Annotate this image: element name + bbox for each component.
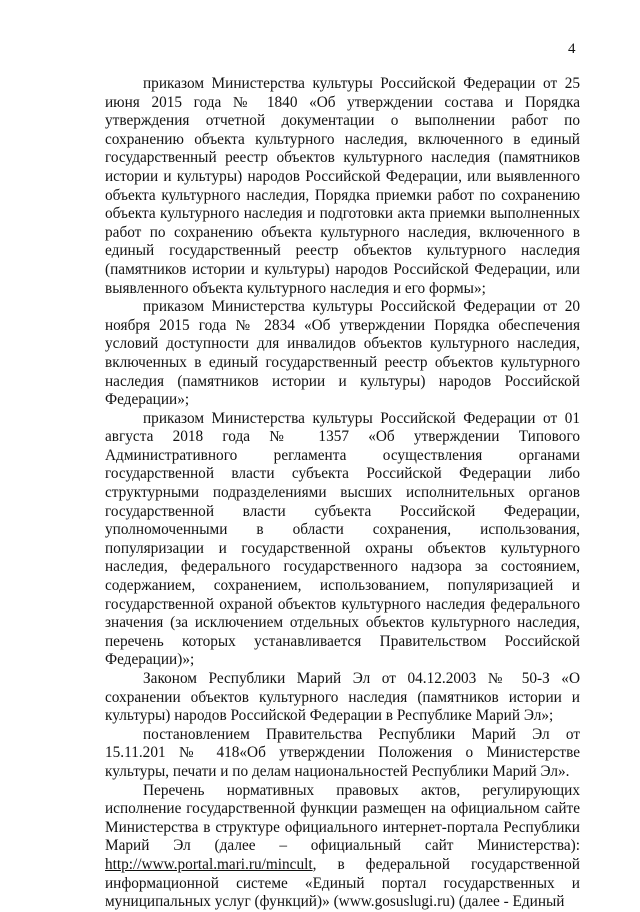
paragraph-resolution-418: постановлением Правительства Республики Марий Эл от 15.11.201 № 418«Об утверждении Положения о Министерстве культуры, печати и по делам национальностей Республики Марий Эл».	[105, 725, 580, 780]
paragraph-order-1840: приказом Министерства культуры Российской Федерации от 25 июня 2015 года № 1840 «Об утверждении состава и Порядка утверждения отчетной документации о выполнении работ по сохранению объекта культурного наследия, включенного в единый государственный реестр объектов культурного наследия (памятников истории и культуры) народов Российской Федерации, или выявленного объекта культурного наследия, Порядка приемки работ по сохранению объекта культурного наследия и подготовки акта приемки выполненных работ по сохранению объекта культурного наследия, включенного в единый государственный реестр объектов культурного наследия (памятников истории и культуры) народов Российской Федерации, или выявленного объекта культурного наследия и его формы»;	[105, 75, 580, 297]
paragraph-order-1357: приказом Министерства культуры Российской Федерации от 01 августа 2018 года № 1357 «Об утверждении Типового Административного регламента осуществления органами государственной власти субъекта Российской Федерации либо структурными подразделениями высших исполнительных органов государственной власти субъекта Российской Федерации, уполномоченными в области сохранения, использования, популяризации и государственной охраны объектов культурного наследия, федерального государственного надзора за состоянием, содержанием, сохранением, использованием, популяризацией и государственной охраной объектов культурного наследия федерального значения (за исключением отдельных объектов культурного наследия, перечень которых устанавливается Правительством Российской Федерации)»;	[105, 409, 580, 669]
ministry-site-link[interactable]: http://www.portal.mari.ru/mincult	[105, 855, 313, 873]
document-body	[105, 75, 580, 912]
acts-list-text-end: , в федеральной государственной информационной системе «Единый портал государственных и муниципальных услуг (функций)» (www.gosuslugi.ru) (далее - Единый	[105, 855, 580, 911]
paragraph-order-2834: приказом Министерства культуры Российской Федерации от 20 ноября 2015 года № 2834 «Об утверждении Порядка обеспечения условий доступности для инвалидов объектов культурного наследия, включенных в единый государственный реестр объектов культурного наследия (памятников истории и культуры) народов Российской Федерации»;	[105, 298, 580, 409]
paragraph-law-50-z: Законом Республики Марий Эл от 04.12.2003 № 50-З «О сохранении объектов культурного наследия (памятников истории и культуры) народов Российской Федерации в Республике Марий Эл»;	[105, 670, 580, 725]
page-number: 4	[568, 41, 576, 57]
paragraph-acts-list	[105, 782, 580, 912]
acts-list-text-start: Перечень нормативных правовых актов, регулирующих исполнение государственной функции размещен на официальном сайте Министерства в структуре официального интернет-портала Республики Марий Эл (далее – официальный сайт Министерства):	[105, 781, 580, 855]
